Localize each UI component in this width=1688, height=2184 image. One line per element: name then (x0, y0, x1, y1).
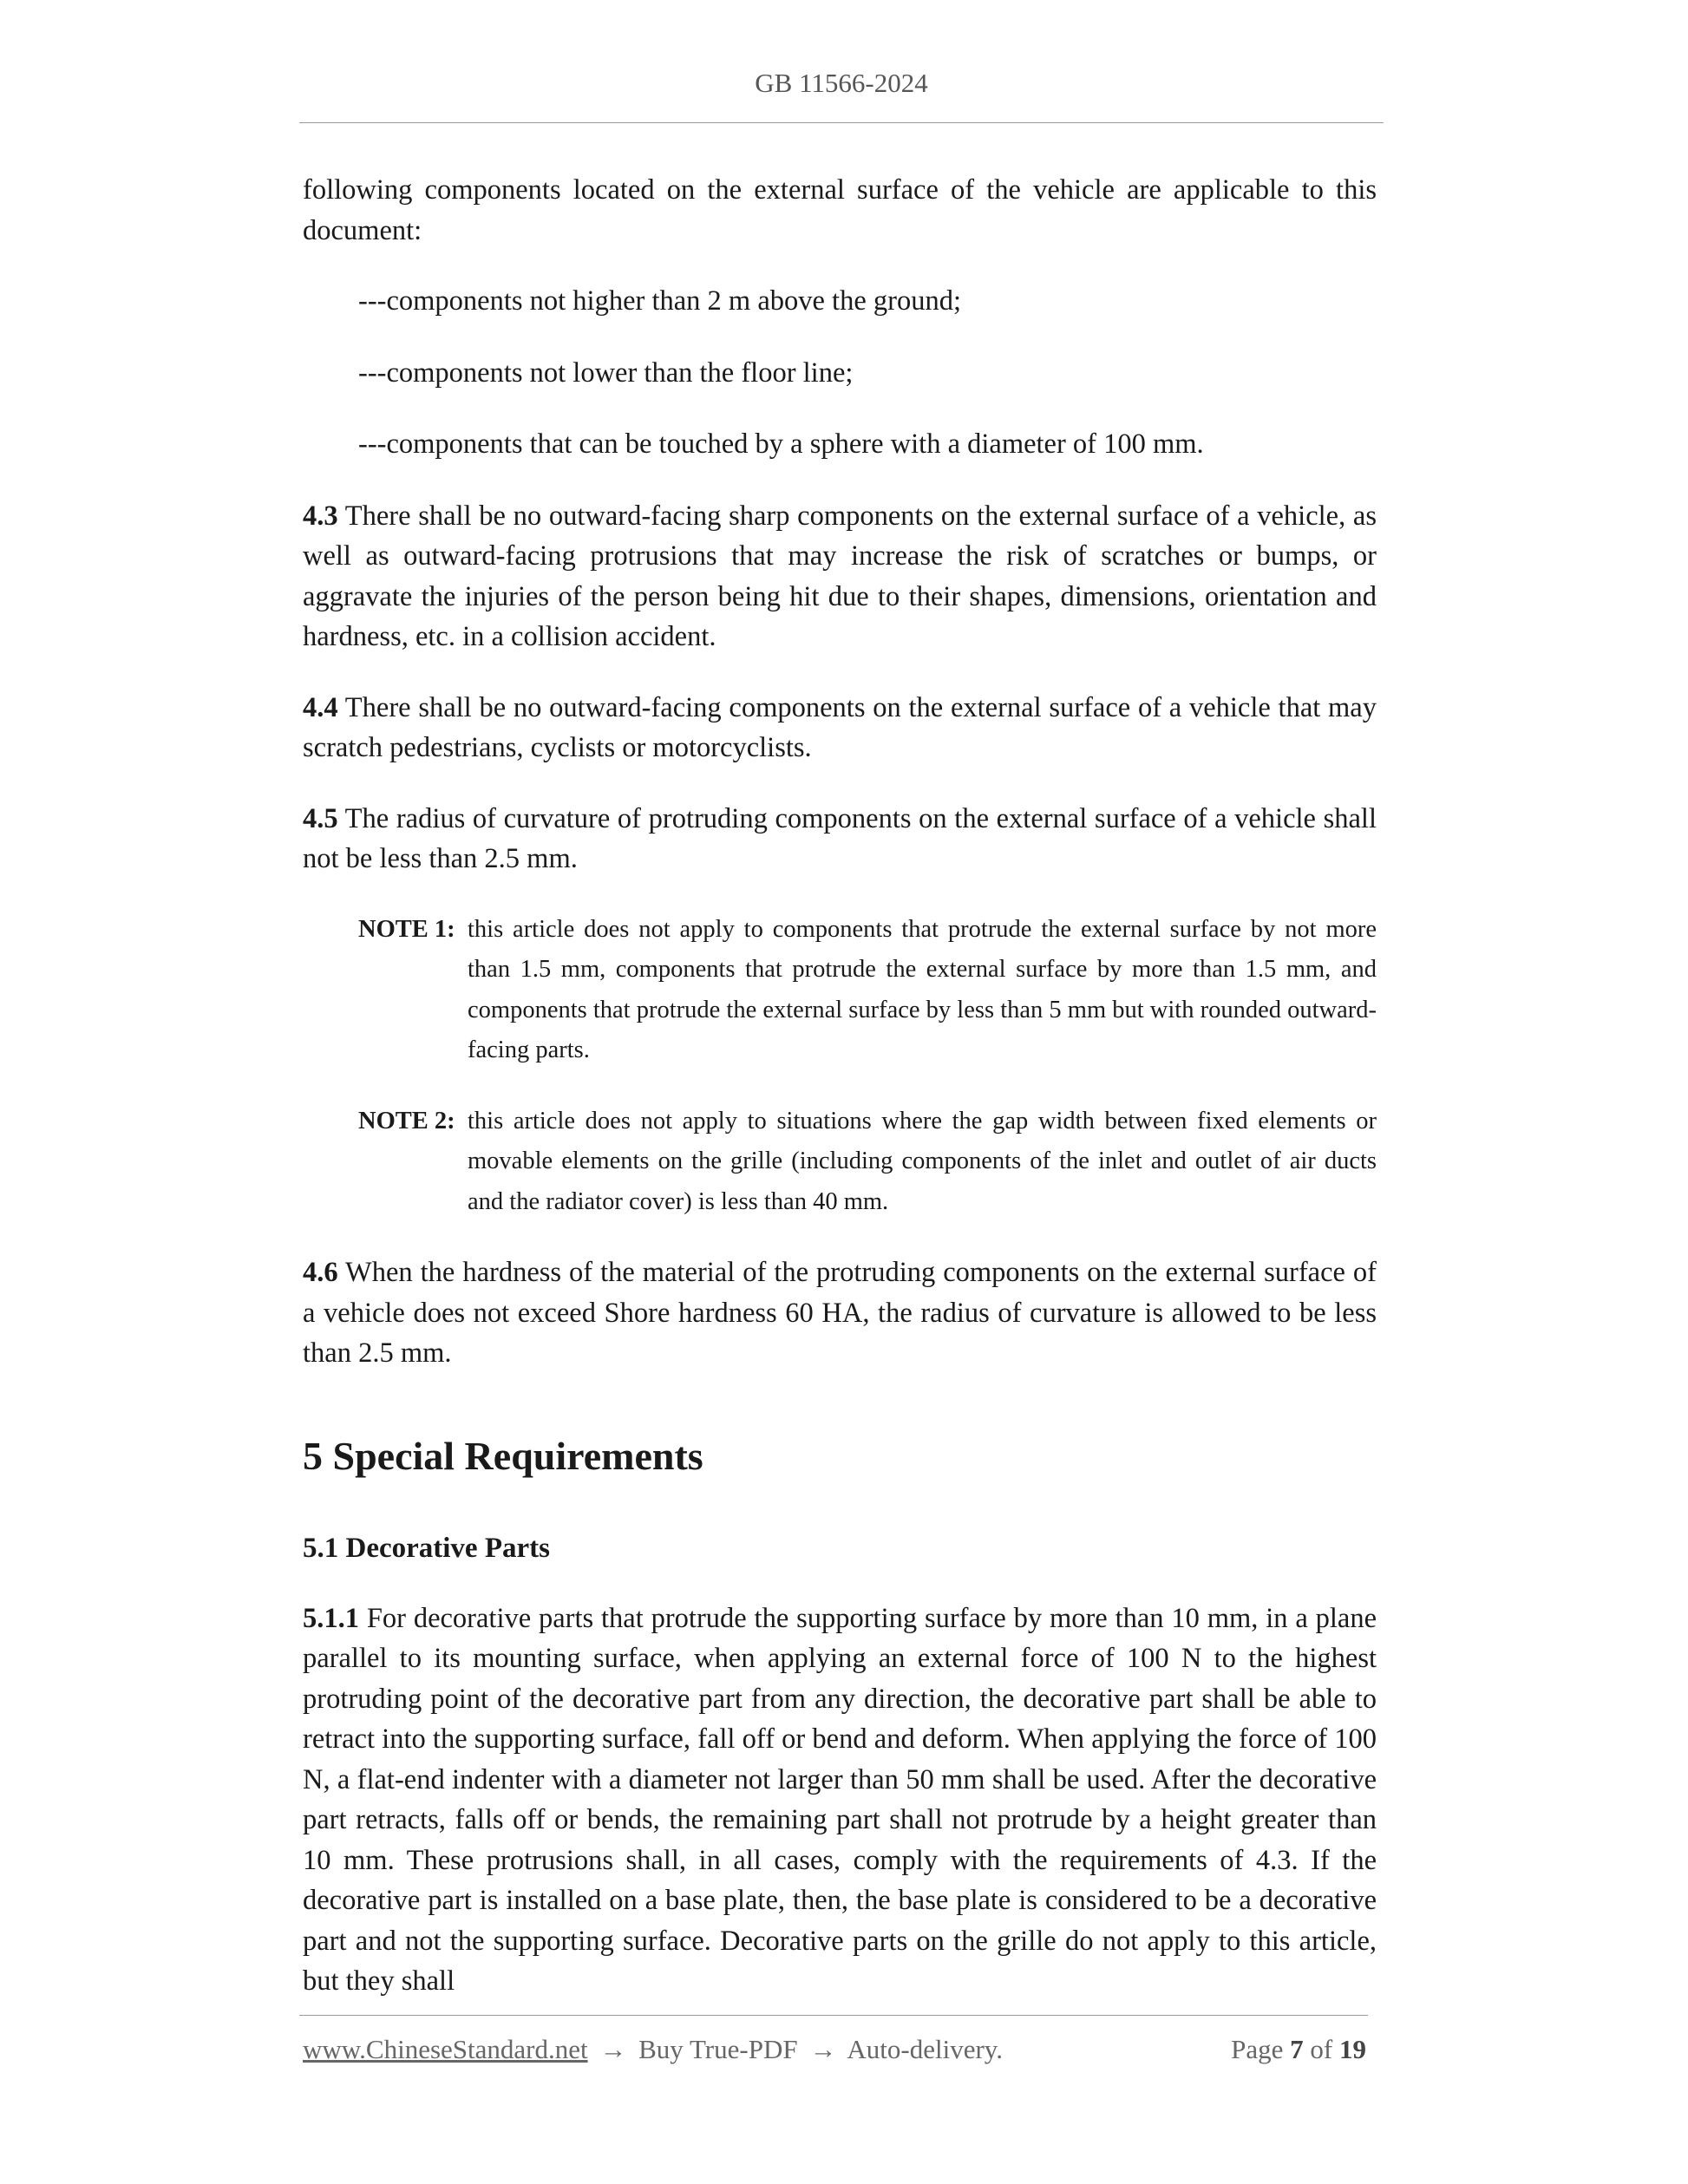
clause-5-1-1 (303, 1599, 1377, 2002)
page-number: 7 (1290, 2034, 1304, 2064)
note-1 (303, 910, 1377, 1071)
clause-number: 4.5 (303, 802, 338, 834)
intro-paragraph: following components located on the external surface of the vehicle are applicable to this document: (303, 174, 1377, 246)
site-link[interactable]: www.ChineseStandard.net (303, 2034, 588, 2064)
clause-text: The radius of curvature of protruding components on the external surface of a vehicle shall not be less than 2.5 mm. (303, 802, 1377, 874)
note-2 (303, 1102, 1377, 1223)
note-text: this article does not apply to components that protrude the external surface by not more than 1.5 mm, components that protrude the external surface by more than 1.5 mm, and components that protrude the external surface by less than 5 mm but with rounded outward-facing parts. (468, 915, 1377, 1063)
clause-text: There shall be no outward-facing components on the external surface of a vehicle that may scratch pedestrians, cyclists or motorcyclists. (303, 691, 1377, 763)
page-counter (1231, 2034, 1366, 2065)
clause-text: For decorative parts that protrude the supporting surface by more than 10 mm, in a plane parallel to its mounting surface, when applying an external force of 100 N to the highest protruding point of the decorative part from any direction, the decorative part shall be able to retract into the supporting surface, fall off or bend and deform. When applying the force of 100 N, a flat-end indenter with a diameter not larger than 50 mm shall be used. After the decorative part retracts, falls off or bends, the remaining part shall not protrude by a height greater than 10 mm. These protrusions shall, in all cases, comply with the requirements of 4.3. If the decorative part is installed on a base plate, then, the base plate is considered to be a decorative part and not the supporting surface. Decorative parts on the grille do not apply to this article, but they shall (303, 1602, 1377, 1997)
note-label: NOTE 2: (358, 1107, 455, 1135)
note-text: this article does not apply to situations where the gap width between fixed elements or movable elements on the grille (including components of the inlet and outlet of air ducts and the radiator cover) is less than 40 mm. (468, 1107, 1377, 1215)
page-content (303, 170, 1377, 2002)
list-item: ---components not higher than 2 m above the ground; (358, 285, 961, 317)
clause-number: 4.6 (303, 1257, 338, 1288)
page-header: GB 11566-2024 (755, 68, 928, 98)
page-word: Page (1231, 2034, 1284, 2064)
note-label: NOTE 1: (358, 915, 455, 943)
clause-4-3 (303, 496, 1377, 657)
list-item: ---components not lower than the floor line; (358, 356, 854, 389)
footer-links (303, 2034, 1003, 2064)
delivery-text: Auto-delivery. (847, 2034, 1004, 2064)
arrow-right-icon: → (599, 2034, 627, 2064)
clause-text: There shall be no outward-facing sharp components on the external surface of a vehicle, as well as outward-facing protrusions that may increase the risk of scratches or bumps, or aggravate the injuries of the person being hit due to their shapes, dimensions, orientation and hardness, etc. in a collision accident. (303, 500, 1377, 652)
page-total: 19 (1339, 2034, 1366, 2064)
clause-text: When the hardness of the material of the protruding components on the external surface of a vehicle does not exceed Shore hardness 60 HA, the radius of curvature is allowed to be less than 2.5 mm. (303, 1257, 1377, 1369)
footer-divider (299, 2015, 1368, 2016)
clause-number: 5.1.1 (303, 1602, 359, 1634)
buy-text: Buy True-PDF (638, 2034, 798, 2064)
clause-4-6 (303, 1252, 1377, 1374)
page-footer (303, 2034, 1366, 2065)
header-divider (299, 122, 1384, 123)
arrow-right-icon: → (809, 2034, 837, 2064)
clause-4-4 (303, 688, 1377, 768)
clause-number: 4.3 (303, 500, 338, 532)
list-item: ---components that can be touched by a sphere with a diameter of 100 mm. (358, 428, 1204, 460)
clause-4-5 (303, 799, 1377, 879)
section-heading-5: 5 Special Requirements (303, 1433, 703, 1478)
subsection-heading-5-1: 5.1 Decorative Parts (303, 1532, 550, 1564)
of-word: of (1310, 2034, 1333, 2064)
clause-number: 4.4 (303, 691, 338, 723)
